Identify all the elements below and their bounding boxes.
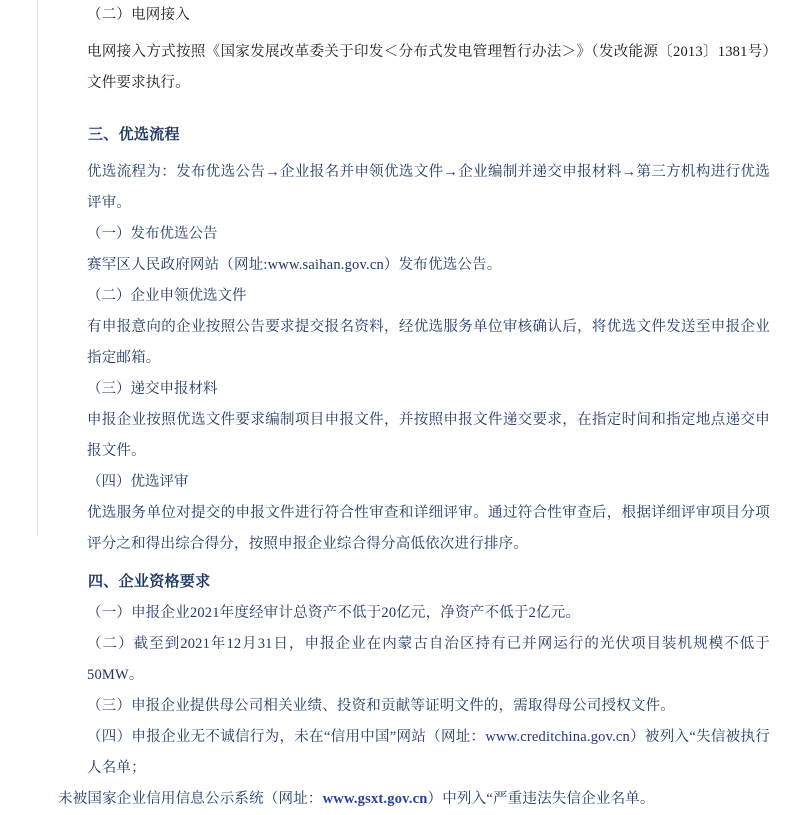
sub-section-heading: （二）企业申领优选文件 [87,288,247,304]
paragraph: 有申报意向的企业按照公告要求提交报名资料，经优选服务单位审核确认后，将优选文件发送至申报企业指定邮箱。 [87,319,770,366]
vertical-spacer [58,99,770,119]
sub-section-heading: （一）发布优选公告 [87,226,218,242]
paragraph: （一）申报企业2021年度经审计总资产不低于20亿元，净资产不低于2亿元。 [87,605,581,621]
inline-url[interactable]: www.gsxt.gov.cn [322,791,428,807]
paragraph: （二）电网接入 [87,7,190,23]
page-margin-rule [37,0,38,536]
paragraph: 电网接入方式按照《国家发展改革委关于印发＜分布式发电管理暂行办法＞》（发改能源〔2013〕1381号）文件要求执行。 [87,44,770,91]
paragraph [58,722,770,784]
paragraph: 优选服务单位对提交的申报文件进行符合性审查和详细评审。通过符合性审查后，根据详细评审项目分项评分之和得出综合得分，按照申报企业综合得分高低依次进行排序。 [87,505,770,552]
sub-section-heading: （四）优选评审 [87,474,189,490]
inline-url[interactable]: www.creditchina.gov.cn [485,729,631,745]
inline-text: ）中列入“严重违法失信企业名单。 [427,791,655,807]
inline-text: ）被列入“失信被执行人名单； [87,729,770,776]
inline-text: （四）申报企业无不诚信行为，未在“信用中国”网站（网址： [87,729,486,745]
paragraph: 优选流程为：发布优选公告→企业报名并申领优选文件→企业编制并递交申报材料→第三方机构进行优选评审。 [87,164,770,211]
section-heading: 三、优选流程 [88,127,180,143]
paragraph: 赛罕区人民政府网站（网址:www.saihan.gov.cn）发布优选公告。 [87,257,502,273]
inline-text: 未被国家企业信用信息公示系统（网址： [58,791,323,807]
paragraph: （三）申报企业提供母公司相关业绩、投资和贡献等证明文件的，需取得母公司授权文件。 [87,698,675,714]
paragraph: （二）截至到2021年12月31日，申报企业在内蒙古自治区持有已并网运行的光伏项目装机规模不低于50MW。 [87,636,770,683]
section-heading: 四、企业资格要求 [88,574,211,590]
document-body [58,0,770,815]
paragraph [58,784,770,815]
sub-section-heading: （三）递交申报材料 [87,381,218,397]
paragraph: 申报企业按照优选文件要求编制项目申报文件，并按照申报文件递交要求，在指定时间和指定地点递交申报文件。 [87,412,770,459]
